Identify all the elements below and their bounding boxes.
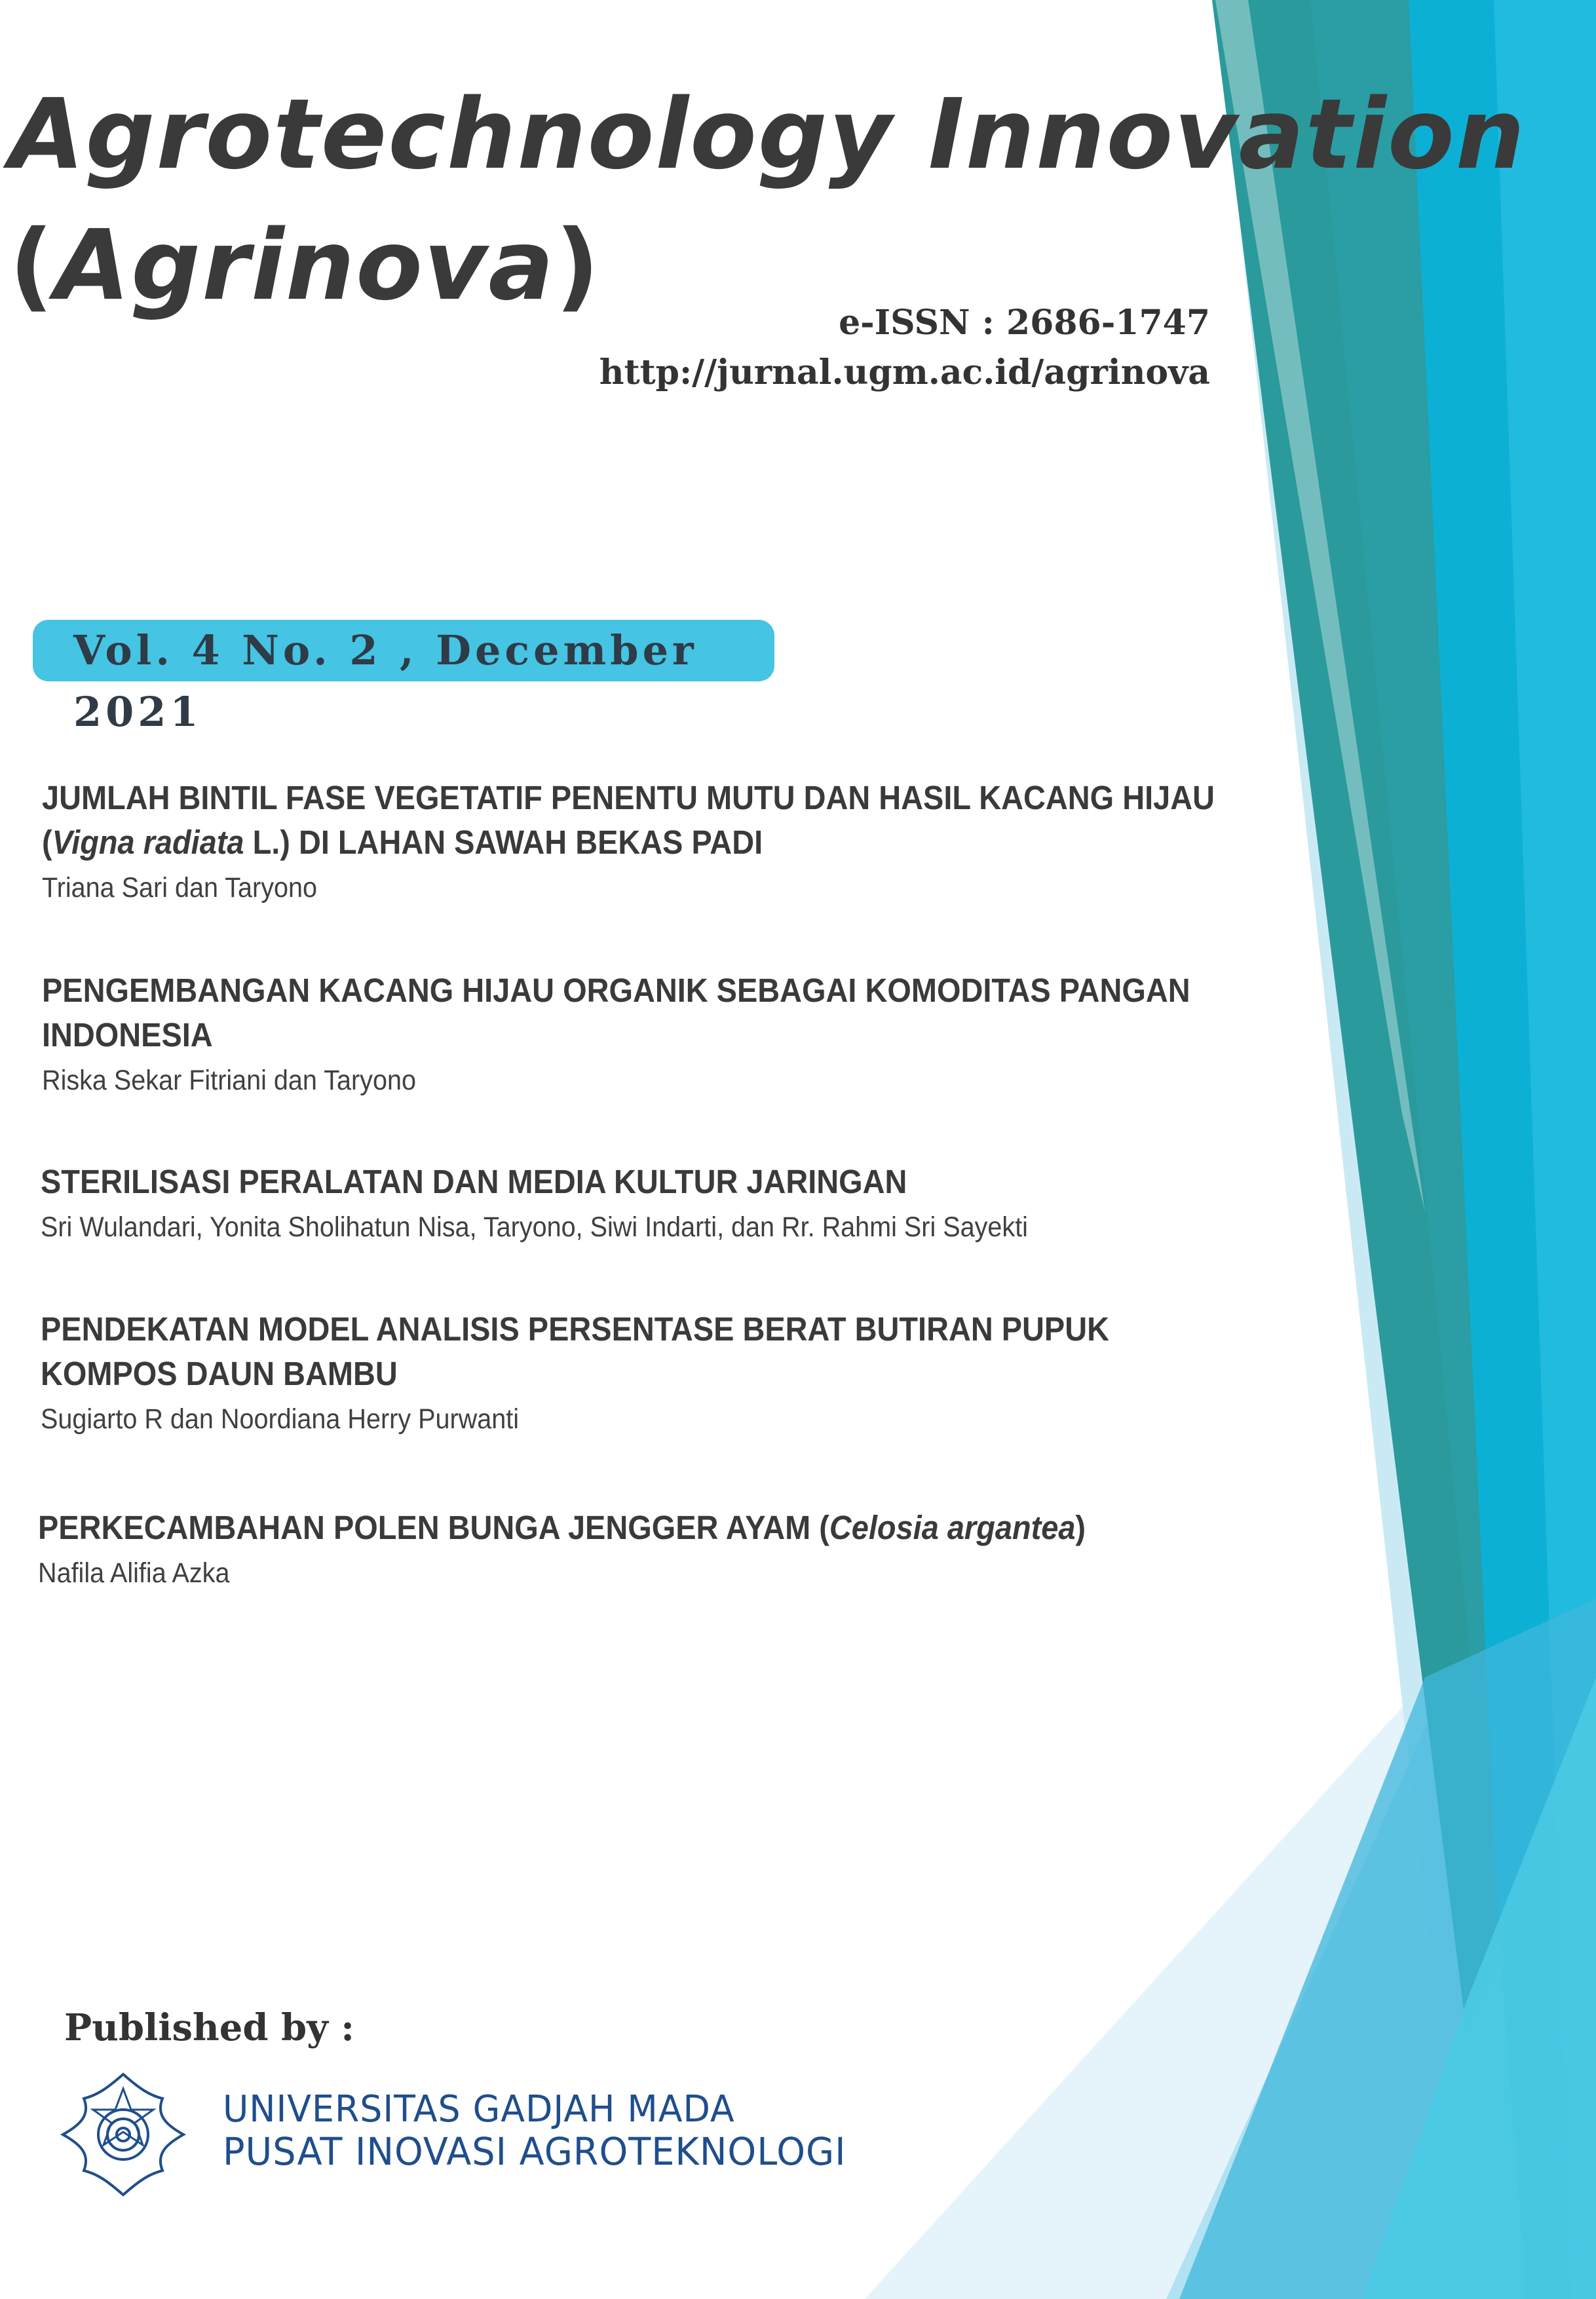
- journal-short-name: Agrinova: [54, 209, 556, 322]
- university-name: UNIVERSITAS GADJAH MADA: [223, 2088, 735, 2131]
- article-authors: Nafila Alifia Azka: [38, 1557, 230, 1589]
- article-title-italic: Vigna radiata: [52, 824, 244, 861]
- article-title-paren: (: [42, 824, 52, 861]
- article-item: [38, 1506, 1230, 1593]
- paren-close: ): [555, 209, 601, 322]
- publisher-name: [223, 2089, 846, 2173]
- university-seal-icon: [58, 2069, 189, 2200]
- journal-title: [9, 69, 1526, 331]
- article-title-paren: ): [1075, 1509, 1086, 1546]
- article-item: [41, 1160, 1233, 1247]
- article-title[interactable]: [42, 776, 1215, 865]
- article-authors: Riska Sekar Fitriani dan Taryono: [42, 1065, 416, 1096]
- article-title-line: STERILISASI PERALATAN DAN MEDIA KULTUR JARINGAN: [41, 1163, 907, 1200]
- article-title-line: KOMPOS DAUN BAMBU: [41, 1355, 398, 1392]
- article-title-line: PENGEMBANGAN KACANG HIJAU ORGANIK SEBAGAI KOMODITAS PANGAN: [42, 972, 1190, 1009]
- journal-title-main: Agrotechnology Innovation: [9, 78, 1527, 191]
- journal-meta: [599, 298, 1210, 398]
- article-title[interactable]: [38, 1506, 1135, 1550]
- publisher-unit: PUSAT INOVASI AGROTEKNOLOGI: [223, 2129, 846, 2174]
- article-title-line: PENDEKATAN MODEL ANALISIS PERSENTASE BERAT BUTIRAN PUPUK: [41, 1310, 1110, 1348]
- article-title[interactable]: [42, 968, 1190, 1057]
- issue-badge: Vol. 4 No. 2 , December 2021: [33, 620, 774, 681]
- article-item: [41, 1307, 1233, 1439]
- article-authors: Sri Wulandari, Yonita Sholihatun Nisa, Taryono, Siwi Indarti, dan Rr. Rahmi Sri Sayekti: [41, 1211, 1028, 1243]
- journal-url[interactable]: http://jurnal.ugm.ac.id/agrinova: [599, 352, 1210, 392]
- article-title-line: INDONESIA: [42, 1016, 213, 1054]
- article-title-line: L.) DI LAHAN SAWAH BEKAS PADI: [244, 824, 763, 861]
- article-title-line: PERKECAMBAHAN POLEN BUNGA JENGGER AYAM (: [38, 1509, 829, 1546]
- published-by-label: Published by :: [64, 2006, 354, 2049]
- paren-open: (: [9, 209, 55, 322]
- article-title-line: JUMLAH BINTIL FASE VEGETATIF PENENTU MUTU DAN HASIL KACANG HIJAU: [42, 779, 1215, 816]
- article-authors: Sugiarto R dan Noordiana Herry Purwanti: [41, 1403, 520, 1435]
- article-item: [42, 776, 1234, 908]
- article-title[interactable]: [41, 1307, 1137, 1396]
- article-item: [42, 968, 1234, 1101]
- article-title[interactable]: [41, 1160, 1137, 1204]
- journal-title-short: [9, 209, 601, 322]
- issn-text: e-ISSN : 2686-1747: [839, 303, 1210, 343]
- article-title-italic: Celosia argantea: [829, 1509, 1076, 1546]
- article-authors: Triana Sari dan Taryono: [42, 872, 318, 903]
